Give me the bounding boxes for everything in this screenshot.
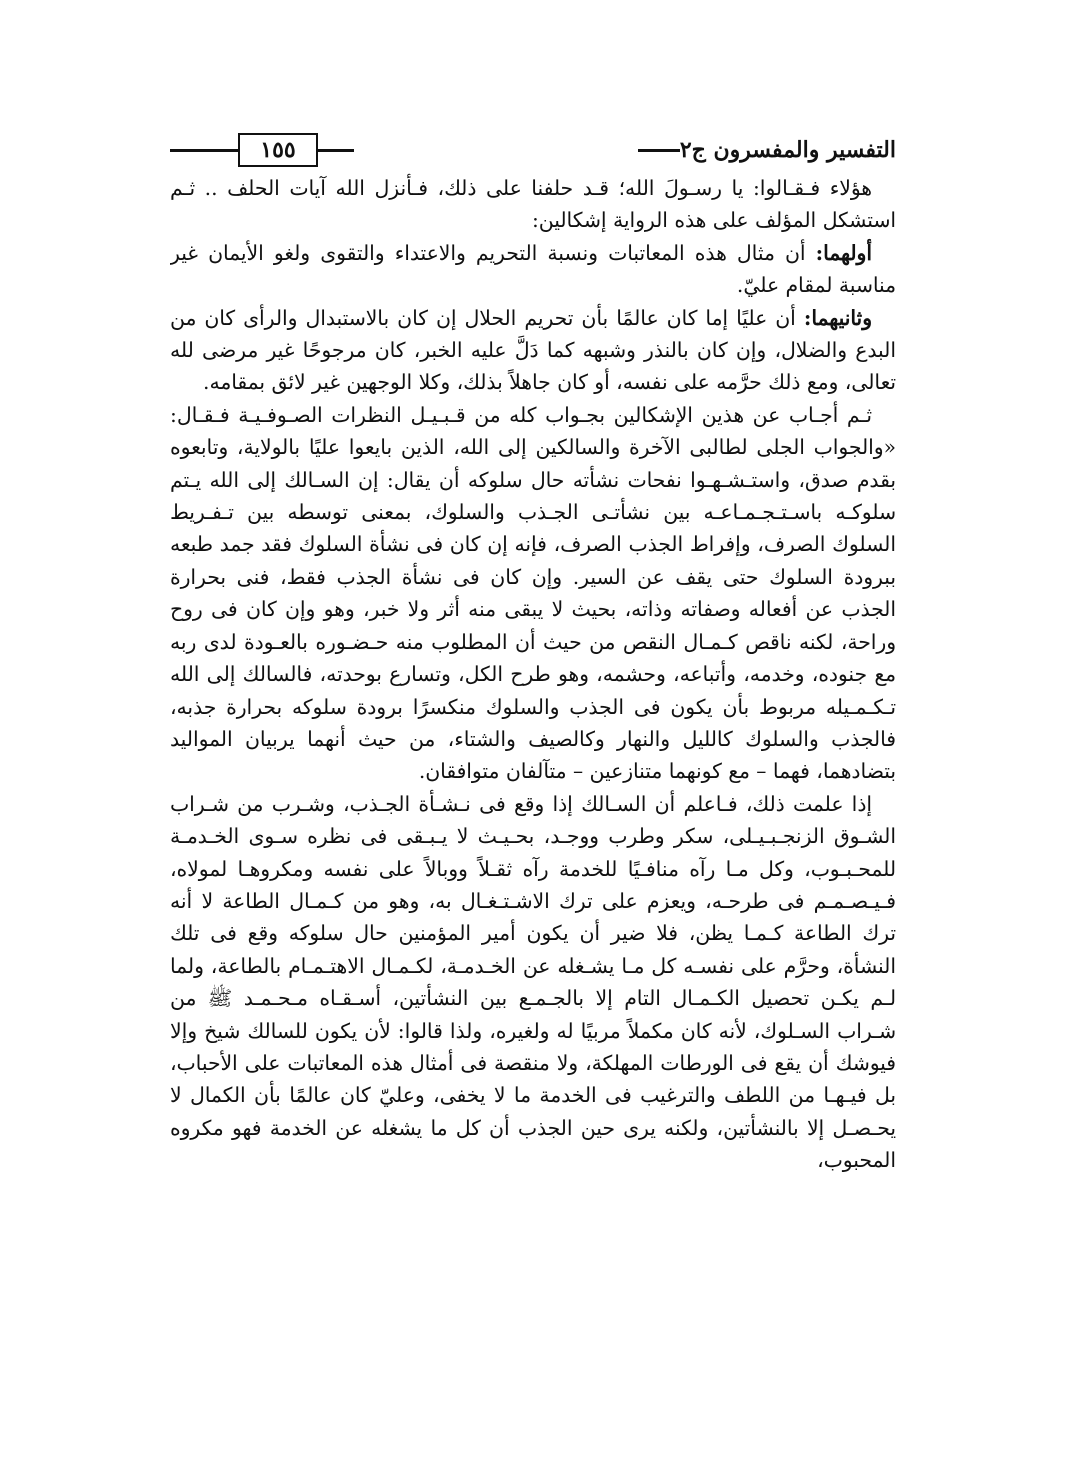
page-header xyxy=(170,128,896,172)
paragraph-1 xyxy=(170,172,896,237)
page-number-group xyxy=(170,133,354,167)
header-rule-middle xyxy=(318,149,354,152)
paragraph-2-text: أن مثال هذه المعاتبات ونسبة التحريم والاعتداء والتقوى ولغو الأيمان غير مناسبة لمقام عليّ. xyxy=(170,240,896,298)
paragraph-4-text: ثـم أجـاب عن هذين الإشكالين بجـواب كله من قـبـيـل النظرات الصـوفـيـة فـقـال: «والجواب الجلى لطالبى الآخرة والسالكين إلى الله، الذين بايعوا عليًا بالولاية، وتابعوه بقدم صدق، واستـشـهـوا نفحات نشأته حال سلوكه أن يقال: إن السـالك إلى الله يـتم سلوكـه باسـتـجـمـاعـه بين نشأتـى الجـذب والسلوك، بمعنى توسطه بين تـفـريط السلوك الصرف، وإفراط الجذب الصرف، فإنه إن كان فى نشأة السلوك فقد جمد طبعه ببرودة السلوك حتى يقف عن السير. وإن كان فى نشأة الجذب فقط، فنى بحرارة الجذب عن أفعاله وصفاته وذاته، بحيث لا يبقى منه أثر ولا خبر، وهو وإن كان فى روح وراحة، لكنه ناقص كـمـال النقص من حيث أن المطلوب منه حـضـوره بالعـودة لدى ربه مع جنوده، وخدمه، وأتباعه، وحشمه، وهو طرح الكل، وتسارع بوحدته، فالسالك إلى الله تـكـمـيله مربوط بأن يكون فى الجذب والسلوك منكسرًا برودة سلوكه بحرارة جذبه، فالجذب والسلوك كالليل والنهار وكالصيف والشتاء، من حيث أنهما يربيان المواليد بتضادهما، فهما – مع كونهما متنازعين – متآلفان متوافقان. xyxy=(170,402,896,784)
book-page xyxy=(170,128,896,1418)
header-rule-left xyxy=(170,149,238,152)
paragraph-2-lead: أولهما: xyxy=(815,240,872,265)
running-title-group xyxy=(630,137,896,163)
paragraph-4 xyxy=(170,399,896,788)
paragraph-3 xyxy=(170,302,896,399)
paragraph-3-text: أن عليًا إما كان عالمًا بأن تحريم الحلال إن كان بالاستبدال والرأى كان من البدع والضلال، وإن كان بالنذر وشبهه كما دَلَّ عليه الخبر، كان مرجوحًا غير مرضى لله تعالى، ومع ذلك حرَّمه على نفسه، أو كان جاهلاً بذلك، وكلا الوجهين غير لائق بمقامه. xyxy=(170,305,896,395)
paragraph-3-lead: وثانيهما: xyxy=(803,305,872,330)
paragraph-5 xyxy=(170,788,896,1177)
paragraph-1-text: هؤلاء فـقـالوا: يا رسـولَ الله؛ قـد حلفنا على ذلك، فـأنزل الله آيات الحلف .. ثـم استشكل المؤلف على هذه الرواية إشكالين: xyxy=(170,176,896,233)
paragraph-5-text: إذا علمت ذلك، فـاعلم أن السـالك إذا وقع فى نـشـأة الجـذب، وشـرب من شـراب الشـوق الزنجـبـيـلى، سكر وطرب ووجـد، بحـيـث لا يـبـقى فى نظره سـوى الخـدمـة للمحـبـوب، وكل مـا رآه منافـيًا للخدمة رآه ثقـلاً ووبالاً على نفسه ومكروهـا لمولاه، فـيـصـمـم فى طرحـه، ويعزم على ترك الاشـتـغـال به، وهو من كـمـال الطاعة لا أنه ترك الطاعة كـمـا يظن، فلا ضير أن يكون أمير المؤمنين حال سلوكه وقع فى تلك النشأة، وحرَّم على نفسـه كل مـا يشـغله عن الخـدمـة، لكـمـال الاهتـمـام بالطاعة، ولما لـم يكـن تحصيل الكـمـال التام إلا بالجـمـع بين النشأتين، أسـقـاه مـحـمـد ﷺ من شـراب السـلوك، لأنه كان مكملاً مربيًا له ولغيره، ولذا قالوا: لأن يكون للسالك شيخ وإلا فيوشك أن يقع فى الورطات المهلكة، ولا منقصة فى أمثال هذه المعاتبات على الأحباب، بل فيـهـا من اللطف والترغيب فى الخدمة ما لا يخفى، وعليّ كان عالمًا بأن الكمال لا يحـصـل إلا بالنشأتين، ولكنه يرى حين الجذب أن كل ما يشغله عن الخدمة فهو مكروه المحبوب، xyxy=(170,791,896,1173)
paragraph-2 xyxy=(170,237,896,302)
header-rule-right xyxy=(638,149,680,152)
page-number: ١٥٥ xyxy=(238,133,318,167)
page-body xyxy=(170,172,896,1177)
running-title: التفسير والمفسرون ج٢ xyxy=(679,137,896,163)
